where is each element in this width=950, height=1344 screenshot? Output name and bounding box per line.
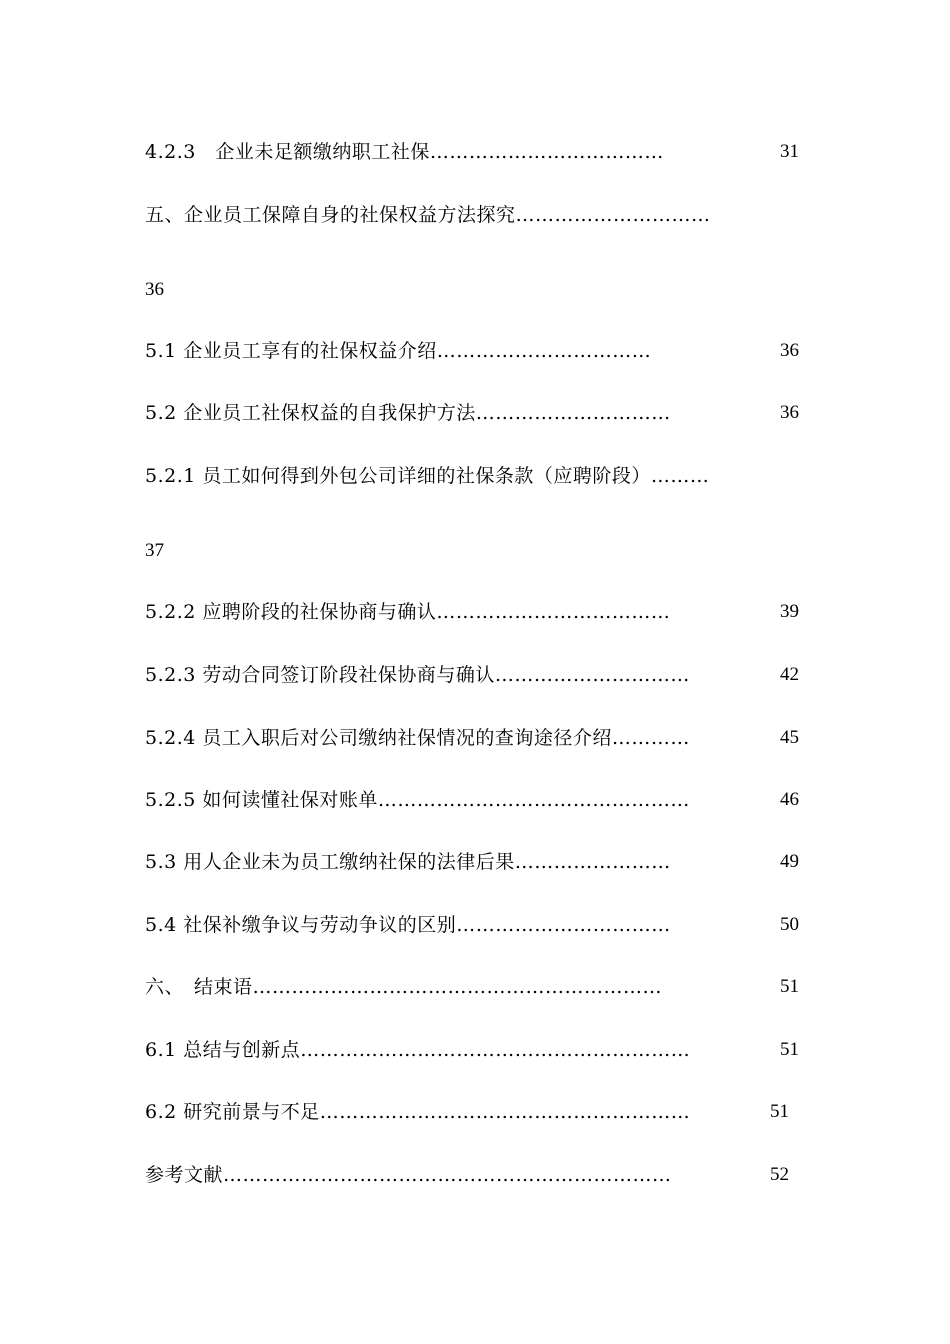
toc-entry-5-2-5[interactable]: 5.2.5 如何读懂社保对账单………………………………………… [145, 789, 690, 811]
toc-page-number: 36 [780, 340, 799, 361]
toc-entry-5-2-3[interactable]: 5.2.3 劳动合同签订阶段社保协商与确认………………………… [145, 664, 690, 686]
toc-entry-5-3[interactable]: 5.3 用人企业未为员工缴纳社保的法律后果…………………… [145, 851, 671, 873]
toc-entry-5-2-2[interactable]: 5.2.2 应聘阶段的社保协商与确认……………………………… [145, 601, 671, 623]
toc-entry-5-2-4[interactable]: 5.2.4 员工入职后对公司缴纳社保情况的查询途径介绍………… [145, 727, 690, 749]
toc-entry-6-1[interactable]: 6.1 总结与创新点…………………………………………………… [145, 1039, 691, 1061]
toc-entry-4-2-3[interactable]: 4.2.3 企业未足额缴纳职工社保……………………………… [145, 141, 664, 163]
toc-entry-5-4[interactable]: 5.4 社保补缴争议与劳动争议的区别…………………………… [145, 914, 671, 936]
toc-page-number: 31 [780, 141, 799, 162]
toc-page-number: 37 [145, 540, 164, 561]
toc-entry-5-2[interactable]: 5.2 企业员工社保权益的自我保护方法………………………… [145, 402, 671, 424]
toc-entry-references[interactable]: 参考文献…………………………………………………………… [145, 1164, 672, 1186]
toc-entry-5-2-1[interactable]: 5.2.1 员工如何得到外包公司详细的社保条款（应聘阶段）……… [145, 465, 710, 487]
toc-page-number: 51 [780, 976, 799, 997]
toc-page-number: 51 [770, 1101, 789, 1122]
toc-page-number: 49 [780, 851, 799, 872]
toc-entry-chapter-6[interactable]: 六、 结束语……………………………………………………… [145, 976, 663, 998]
toc-entry-5-1[interactable]: 5.1 企业员工享有的社保权益介绍…………………………… [145, 340, 652, 362]
toc-entry-chapter-5[interactable]: 五、企业员工保障自身的社保权益方法探究………………………… [145, 204, 711, 226]
toc-page-number: 45 [780, 727, 799, 748]
toc-page-number: 42 [780, 664, 799, 685]
toc-page-number: 36 [780, 402, 799, 423]
toc-page-number: 50 [780, 914, 799, 935]
toc-page-number: 46 [780, 789, 799, 810]
toc-page-number: 39 [780, 601, 799, 622]
toc-page-number: 52 [770, 1164, 789, 1185]
toc-page-number: 51 [780, 1039, 799, 1060]
toc-page-number: 36 [145, 279, 164, 300]
toc-entry-6-2[interactable]: 6.2 研究前景与不足………………………………………………… [145, 1101, 691, 1123]
